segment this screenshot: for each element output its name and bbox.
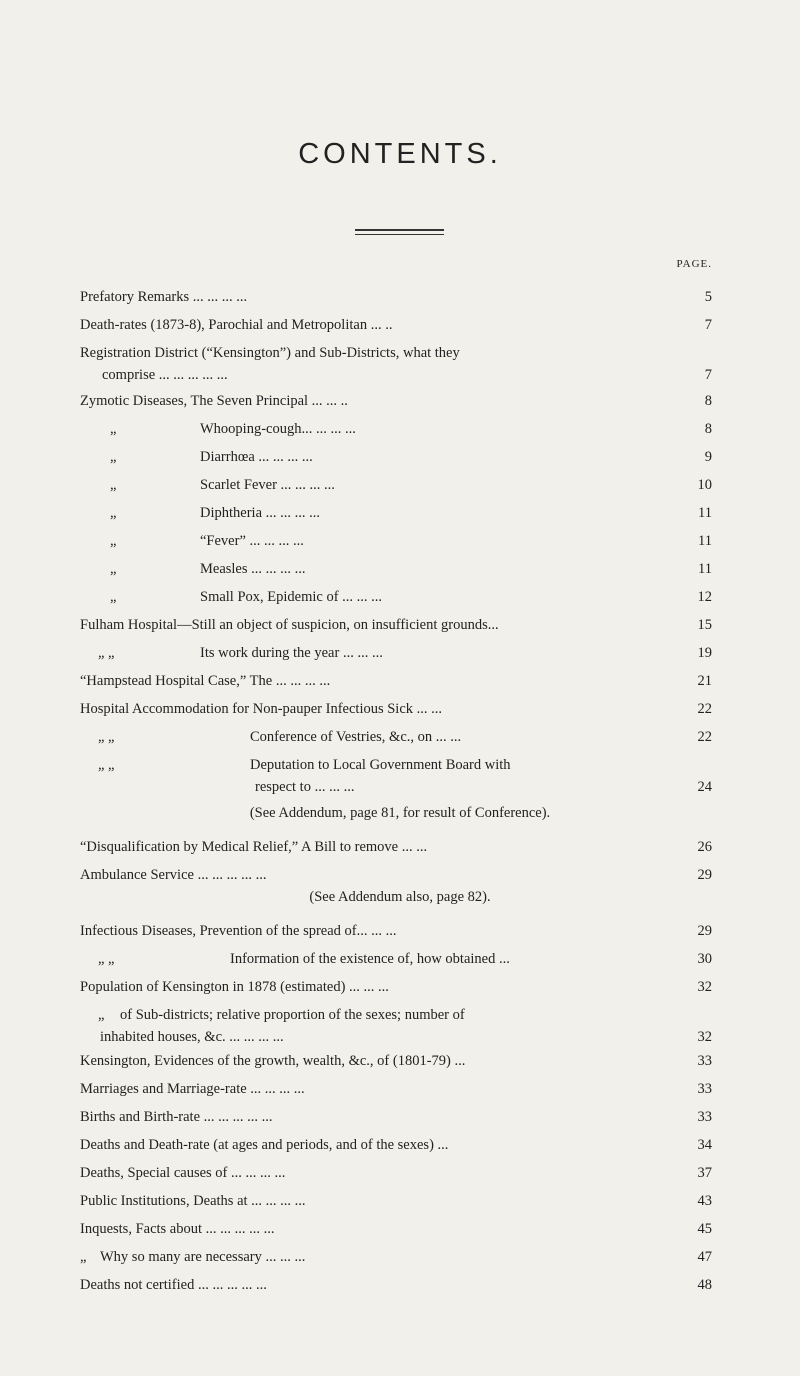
toc-entry	[80, 700, 712, 718]
toc-entry-text: Measles ... ... ... ...	[200, 561, 306, 577]
toc-entry-text: Its work during the year ... ... ...	[200, 645, 383, 661]
ditto-mark: „	[110, 589, 117, 605]
toc-entry	[80, 728, 712, 746]
toc-entry	[80, 644, 712, 662]
toc-page-number: 48	[697, 1277, 712, 1293]
toc-entry-text: Kensington, Evidences of the growth, wealth, &c., of (1801-79) ...	[80, 1053, 466, 1069]
toc-entry-text: “Disqualification by Medical Relief,” A Bill to remove ... ...	[80, 839, 428, 855]
toc-page-number: 37	[697, 1165, 712, 1181]
toc-page-number: 33	[697, 1053, 712, 1069]
toc-entry	[80, 448, 712, 466]
toc-page-number: 22	[697, 729, 712, 745]
toc-entry-text: Births and Birth-rate ... ... ... ... ...	[80, 1109, 273, 1125]
toc-entry-text: Inquests, Facts about ... ... ... ... ...	[80, 1221, 275, 1237]
toc-entry-text: Fulham Hospital—Still an object of suspicion, on insufficient grounds...	[80, 617, 499, 633]
toc-entry-text: Diphtheria ... ... ... ...	[200, 505, 321, 521]
toc-entry	[80, 344, 712, 384]
toc-entry-text: Scarlet Fever ... ... ... ...	[200, 477, 335, 493]
toc-page-number: 33	[697, 1081, 712, 1097]
toc-entry	[80, 588, 712, 606]
toc-entry	[80, 838, 712, 856]
toc-page-number: 15	[697, 617, 712, 633]
toc-entry-text: Why so many are necessary ... ... ...	[100, 1249, 306, 1265]
toc-entry-text: of Sub-districts; relative proportion of the sexes; number of	[120, 1007, 465, 1023]
toc-page-number: 5	[704, 289, 712, 305]
toc-page-number: 29	[697, 867, 712, 883]
toc-page-number: 45	[697, 1221, 712, 1237]
toc-entry-text: Registration District (“Kensington”) and Sub-Districts, what they	[80, 345, 460, 361]
toc-entry-text: Death-rates (1873-8), Parochial and Metropolitan ... ..	[80, 317, 393, 333]
toc-page-number: 8	[704, 421, 712, 437]
toc-entry-continuation: inhabited houses, &c. ... ... ... ...	[100, 1029, 284, 1045]
toc-entry-continuation: respect to ... ... ...	[255, 779, 355, 795]
toc-page-number: 9	[704, 449, 712, 465]
toc-note: (See Addendum also, page 82).	[309, 889, 491, 905]
toc-page-number: 19	[697, 645, 712, 661]
toc-entry-text: Infectious Diseases, Prevention of the spread of... ... ...	[80, 923, 397, 939]
toc-note: (See Addendum, page 81, for result of Conference).	[249, 805, 551, 821]
toc-entry-text: Deaths and Death-rate (at ages and periods, and of the sexes) ...	[80, 1137, 449, 1153]
ditto-mark: „ „	[98, 951, 115, 967]
toc-entry-text: Public Institutions, Deaths at ... ... ... ...	[80, 1193, 306, 1209]
ditto-mark: „	[98, 1007, 105, 1023]
toc-page-number: 10	[697, 477, 712, 493]
toc-entry	[80, 978, 712, 996]
toc-entry	[80, 420, 712, 438]
ditto-mark: „	[80, 1249, 87, 1265]
toc-entry	[80, 476, 712, 494]
toc-entry	[80, 672, 712, 690]
toc-entry-text: Deaths, Special causes of ... ... ... ...	[80, 1165, 286, 1181]
toc-entry-text: Hospital Accommodation for Non-pauper Infectious Sick ... ...	[80, 701, 443, 717]
toc-page-number: 7	[704, 367, 712, 383]
toc-entry-text: Whooping-cough... ... ... ...	[200, 421, 356, 437]
toc-entry-text: “Hampstead Hospital Case,” The ... ... ... ...	[80, 673, 331, 689]
toc-entry-text: Ambulance Service ... ... ... ... ...	[80, 867, 267, 883]
ditto-mark: „	[110, 561, 117, 577]
toc-page-number: 33	[697, 1109, 712, 1125]
toc-entry-text: Deaths not certified ... ... ... ... ...	[80, 1277, 267, 1293]
toc-page-number: 7	[704, 317, 712, 333]
toc-entry	[80, 392, 712, 410]
toc-entry-text: Population of Kensington in 1878 (estimated) ... ... ...	[80, 979, 389, 995]
toc-page-number: 11	[698, 533, 712, 549]
toc-entry	[80, 316, 712, 334]
toc-entry	[80, 1192, 712, 1210]
toc-page-number: 32	[697, 1029, 712, 1045]
toc-entry-continuation: comprise ... ... ... ... ...	[102, 367, 228, 383]
ditto-mark: „ „	[98, 729, 115, 745]
toc-page-number: 47	[697, 1249, 712, 1265]
toc-page-number: 11	[698, 505, 712, 521]
toc-entry	[80, 1276, 712, 1294]
toc-page-number: 34	[697, 1137, 712, 1153]
ditto-mark: „	[110, 477, 117, 493]
toc-entry-text: Prefatory Remarks ... ... ... ...	[80, 289, 248, 305]
toc-page-number: 43	[697, 1193, 712, 1209]
toc-page-number: 8	[704, 393, 712, 409]
toc-entry	[80, 756, 712, 796]
toc-entry	[80, 616, 712, 634]
title-rule-thin	[355, 234, 444, 235]
toc-entry	[80, 1006, 712, 1046]
toc-page-number: 12	[697, 589, 712, 605]
toc-page-number: 11	[698, 561, 712, 577]
toc-entry	[80, 1108, 712, 1126]
toc-entry	[80, 1080, 712, 1098]
toc-entry	[80, 504, 712, 522]
toc-page-number: 22	[697, 701, 712, 717]
ditto-mark: „ „	[98, 645, 115, 661]
toc-entry-text: Small Pox, Epidemic of ... ... ...	[200, 589, 383, 605]
toc-entry	[80, 532, 712, 550]
toc-page-number: 29	[697, 923, 712, 939]
toc-page-number: 32	[697, 979, 712, 995]
ditto-mark: „	[110, 505, 117, 521]
toc-entry	[80, 560, 712, 578]
page-title: CONTENTS.	[298, 138, 502, 170]
toc-entry	[80, 1136, 712, 1154]
ditto-mark: „	[110, 421, 117, 437]
toc-page-number: 21	[697, 673, 712, 689]
ditto-mark: „ „	[98, 757, 115, 773]
toc-entry-text: Conference of Vestries, &c., on ... ...	[250, 729, 462, 745]
toc-page-number: 24	[697, 779, 712, 795]
toc-entry-text: Diarrhœa ... ... ... ...	[200, 449, 313, 465]
toc-entry	[80, 950, 712, 968]
toc-entry	[80, 288, 712, 306]
toc-entry	[80, 866, 712, 884]
toc-entry-text: Zymotic Diseases, The Seven Principal ... ... ..	[80, 393, 348, 409]
page-column-heading: PAGE.	[676, 258, 712, 270]
toc-entry	[80, 1220, 712, 1238]
toc-entry	[80, 1052, 712, 1070]
ditto-mark: „	[110, 449, 117, 465]
toc-entry-text: Marriages and Marriage-rate ... ... ... ...	[80, 1081, 305, 1097]
title-rule	[355, 229, 444, 231]
toc-page-number: 30	[697, 951, 712, 967]
toc-entry-text: Information of the existence of, how obtained ...	[230, 951, 510, 967]
toc-entry	[80, 922, 712, 940]
toc-page-number: 26	[697, 839, 712, 855]
toc-entry-text: Deputation to Local Government Board with	[250, 757, 511, 773]
toc-entry	[80, 1164, 712, 1182]
toc-entry	[80, 1248, 712, 1266]
toc-entry-text: “Fever” ... ... ... ...	[200, 533, 304, 549]
ditto-mark: „	[110, 533, 117, 549]
